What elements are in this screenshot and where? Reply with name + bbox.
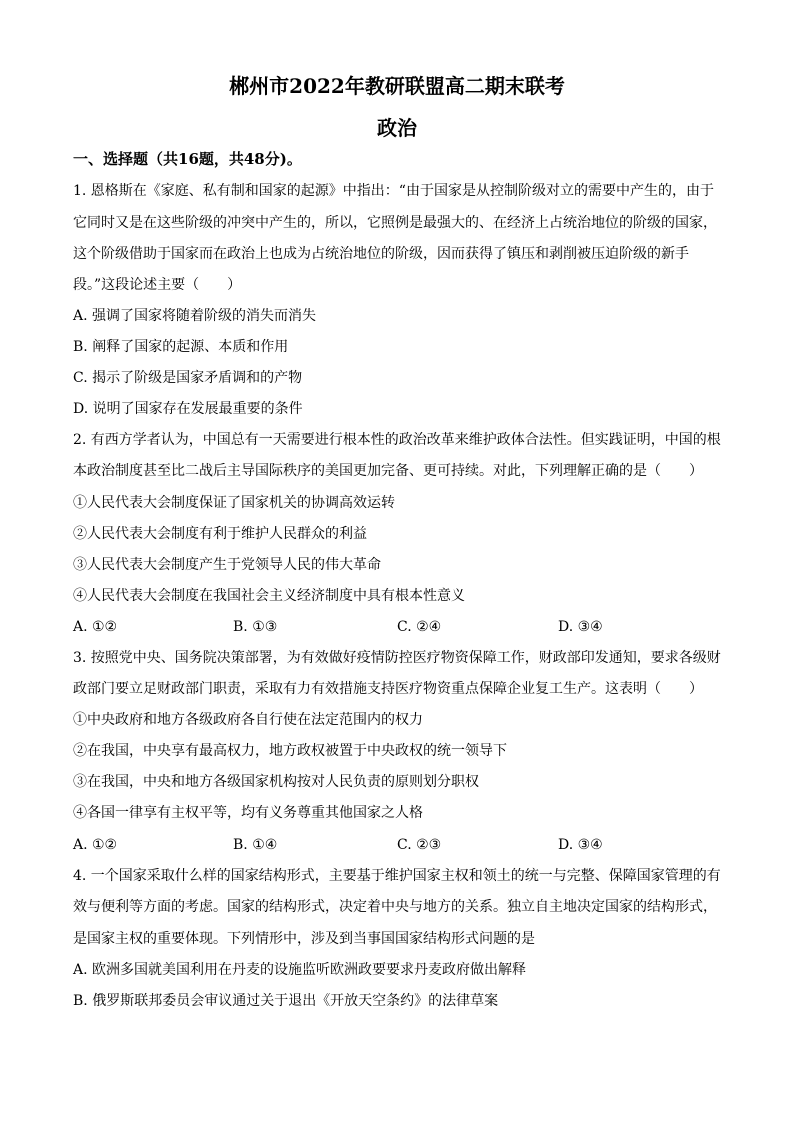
q3-option-b: B. ①④ (233, 837, 278, 853)
q3-option-a: A. ①② (73, 837, 118, 853)
q1-stem-line: 段。”这段论述主要（ ） (73, 277, 242, 293)
q4-option-b: B. 俄罗斯联邦委员会审议通过关于退出《开放天空条约》的法律草案 (73, 993, 499, 1009)
q4-stem-line: 是国家主权的重要体现。下列情形中，涉及到当事国国家结构形式问题的是 (73, 931, 535, 947)
q4-option-a: A. 欧洲多国就美国利用在丹麦的设施监听欧洲政要要求丹麦政府做出解释 (73, 962, 527, 978)
q2-statement-3: ③人民代表大会制度产生于党领导人民的伟大革命 (73, 557, 381, 573)
subject-title: 政治 (377, 116, 417, 140)
q2-option-a: A. ①② (73, 619, 118, 635)
q1-option-b: B. 阐释了国家的起源、本质和作用 (73, 339, 289, 355)
q3-statement-3: ③在我国，中央和地方各级国家机构按对人民负责的原则划分职权 (73, 774, 479, 790)
q2-stem-line: 本政治制度甚至比二战后主导国际秩序的美国更加完备、更可持续。对此，下列理解正确的是（ ） (73, 463, 703, 479)
q3-statement-2: ②在我国，中央享有最高权力，地方政权被置于中央政权的统一领导下 (73, 743, 507, 759)
q2-statement-1: ①人民代表大会制度保证了国家机关的协调高效运转 (73, 495, 395, 511)
q3-statement-4: ④各国一律享有主权平等，均有义务尊重其他国家之人格 (73, 805, 423, 821)
exam-title: 郴州市2022年教研联盟高二期末联考 (229, 74, 565, 98)
q4-stem-line: 效与便利等方面的考虑。国家的结构形式，决定着中央与地方的关系。独立自主地决定国家的结构形式， (73, 899, 717, 915)
q1-stem-line: 这个阶级借助于国家而在政治上也成为占统治地位的阶级，因而获得了镇压和剥削被压迫阶级的新手 (73, 246, 689, 262)
q1-stem-line: 它同时又是在这些阶级的冲突中产生的，所以，它照例是最强大的、在经济上占统治地位的阶级的国家， (73, 215, 717, 231)
q3-stem-line: 政部门要立足财政部门职责，采取有力有效措施支持医疗物资重点保障企业复工生产。这表明（ ） (73, 681, 703, 697)
q2-option-c: C. ②④ (397, 619, 442, 635)
q2-option-b: B. ①③ (233, 619, 278, 635)
q2-statement-2: ②人民代表大会制度有利于维护人民群众的利益 (73, 526, 367, 542)
q3-statement-1: ①中央政府和地方各级政府各自行使在法定范围内的权力 (73, 712, 423, 728)
q2-statement-4: ④人民代表大会制度在我国社会主义经济制度中具有根本性意义 (73, 588, 465, 604)
q1-option-d: D. 说明了国家存在发展最重要的条件 (73, 401, 303, 417)
q4-stem-line: 4. 一个国家采取什么样的国家结构形式，主要基于维护国家主权和领土的统一与完整、保障国家管理的有 (73, 868, 721, 884)
q2-stem-line: 2. 有西方学者认为，中国总有一天需要进行根本性的政治改革来维护政体合法性。但实践证明，中国的根 (73, 432, 721, 448)
q2-option-d: D. ③④ (558, 619, 603, 635)
q1-option-c: C. 揭示了阶级是国家矛盾调和的产物 (73, 370, 303, 386)
q1-option-a: A. 强调了国家将随着阶级的消失而消失 (73, 308, 317, 324)
q1-stem-line: 1. 恩格斯在《家庭、私有制和国家的起源》中指出：“由于国家是从控制阶级对立的需要中产生的，由于 (73, 183, 714, 199)
q3-option-d: D. ③④ (558, 837, 603, 853)
q3-option-c: C. ②③ (397, 837, 442, 853)
section-heading: 一、选择题（共16题，共48分)。 (73, 150, 302, 168)
q3-stem-line: 3. 按照党中央、国务院决策部署，为有效做好疫情防控医疗物资保障工作，财政部印发通知，要求各级财 (73, 650, 721, 666)
